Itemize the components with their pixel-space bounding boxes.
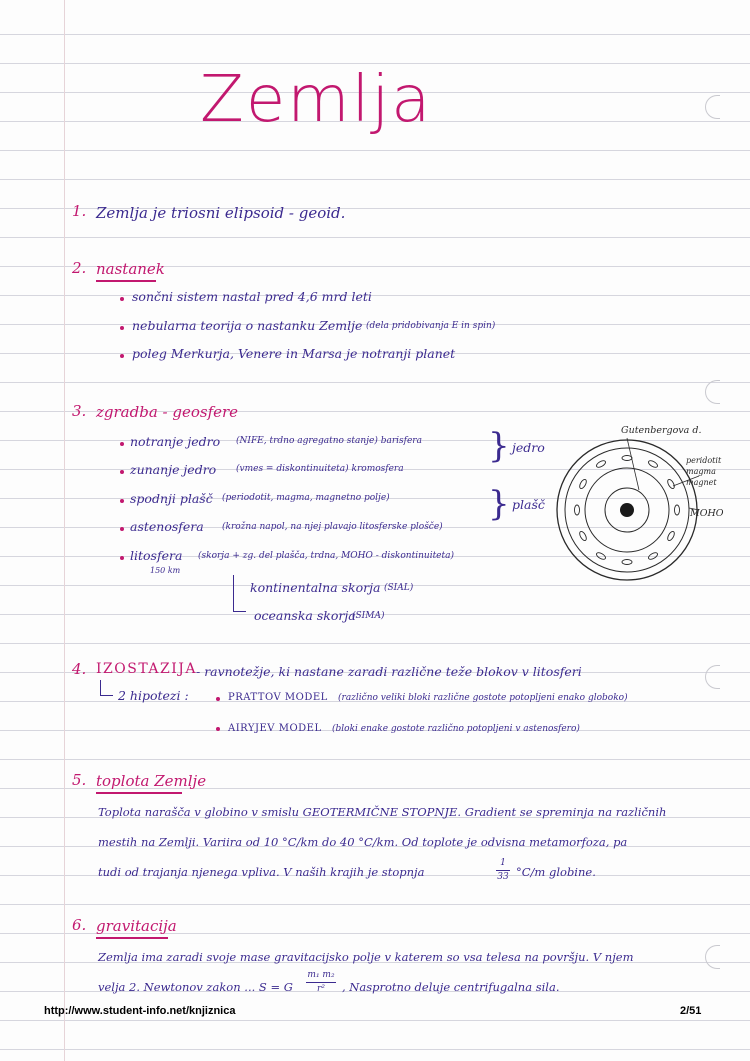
section-2-heading: nastanek [96,260,165,278]
diagram-label-peridotit: peridotit [686,456,722,465]
crust-type: kontinentalna skorja [250,580,381,595]
fraction-denominator: 33 [497,872,509,882]
fraction-bar [496,870,510,871]
paragraph-line-tail: °C/m globine. [516,865,596,879]
brace: } [488,426,510,466]
bullet [120,442,124,446]
section-number: 6. [72,916,87,934]
list-item: poleg Merkurja, Venere in Marsa je notranji planet [132,346,456,361]
formula-denominator: r² [317,984,325,994]
list-item: sončni sistem nastal pred 4,6 mrd leti [132,289,372,304]
section-number: 5. [72,771,87,789]
section-6-heading: gravitacija [96,917,177,935]
model-name: PRATTOV MODEL [228,692,328,703]
model-detail: (bloki enake gostote različno potopljeni v astenosfero) [332,724,580,734]
fraction-numerator: 1 [500,858,506,868]
geosphere-detail: (krožna napol, na njej plavajo litosferske plošče) [222,522,443,532]
bullet [120,470,124,474]
crust-tag: (SIAL) [384,583,414,593]
footer-url: http://www.student-info.net/knjiznica [44,1005,236,1017]
page-number: 2/51 [680,1005,702,1017]
page-title: Zemlja [200,63,433,137]
branch-arrow [233,590,246,602]
paragraph-line: tudi od trajanja njenega vpliva. V naših krajih je stopnja [98,865,425,879]
paragraph-line: velja 2. Newtonov zakon ... S = G [98,980,293,994]
section-number: 4. [72,660,87,678]
crust-type: oceanska skorja [254,608,356,623]
geosphere-detail: (skorja + zg. del plašča, trdna, MOHO - diskontinuiteta) [198,551,455,561]
bullet [120,354,124,358]
bullet [216,727,220,731]
geosphere-detail: (periodotit, magma, magnetno polje) [222,493,390,503]
section-number: 2. [72,259,87,277]
bullet [120,499,124,503]
geosphere-name: litosfera [130,548,183,563]
margin-line [64,0,65,1061]
binder-hole [705,380,720,404]
leader-line [627,438,639,490]
diagram-label-magma: magma [686,467,716,476]
bullet [216,697,220,701]
section-3-heading: zgradba - geosfere [96,403,239,421]
bullet [120,556,124,560]
geosphere-detail: (NIFE, trdno agregatno stanje) barisfera [236,436,422,446]
section-4-heading: IZOSTAZIJA [96,661,197,677]
geosphere-detail: (vmes = diskontinuiteta) kromosfera [236,464,404,474]
section-number: 3. [72,402,87,420]
model-detail: (različno veliki bloki različne gostote potopljeni enako globoko) [338,693,628,703]
diagram-label-magnet: magnet [686,478,717,487]
brace-label-jedro: jedro [512,440,545,455]
list-item-note: (dela pridobivanja E in spin) [366,321,496,331]
binder-hole [705,665,720,689]
bullet [120,297,124,301]
section-number: 1. [72,202,87,220]
branch-arrow [100,680,113,696]
diagram-label-gutenberg: Gutenbergova d. [621,425,702,436]
section-4-text: - ravnotežje, ki nastane zaradi različne teže blokov v litosferi [196,664,582,679]
earth-inner-core [620,503,634,517]
section-5-heading: toplota Zemlje [96,772,207,790]
geosphere-name: zunanje jedro [130,462,217,477]
section-1-text: Zemlja je triosni elipsoid - geoid. [96,204,346,222]
paragraph-line: Zemlja ima zaradi svoje mase gravitacijsko polje v katerem so vsa telesa na površju. V njem [98,950,634,964]
bullet [120,527,124,531]
heading-underline [96,280,156,282]
brace-label-plasc: plašč [512,497,545,512]
paragraph-line: Toplota narašča v globino v smislu GEOTERMIČNE STOPNJE. Gradient se spreminja na različnih [98,805,667,819]
binder-hole [705,95,720,119]
heading-underline [96,792,182,794]
crust-tag: (SIMA) [352,611,385,621]
paragraph-line: mestih na Zemlji. Variira od 10 °C/km do 40 °C/km. Od toplote je odvisna metamorfoza, pa [98,835,628,849]
heading-underline [96,937,168,939]
diagram-label-moho: MOHO [690,508,724,519]
geosphere-name: spodnji plašč [130,491,213,506]
paragraph-line-tail: , Nasprotno deluje centrifugalna sila. [342,980,560,994]
litosfera-depth: 150 km [150,566,181,575]
geosphere-name: astenosfera [130,519,204,534]
earth-cross-section-diagram [553,436,701,584]
list-item: nebularna teorija o nastanku Zemlje [132,318,363,333]
binder-hole [705,945,720,969]
geosphere-name: notranje jedro [130,434,221,449]
formula-numerator: m₁ m₂ [307,970,335,980]
bullet [120,326,124,330]
formula-bar [306,982,336,983]
brace: } [488,484,510,524]
hypotheses-label: 2 hipotezi : [118,688,189,703]
model-name: AIRYJEV MODEL [228,723,322,734]
